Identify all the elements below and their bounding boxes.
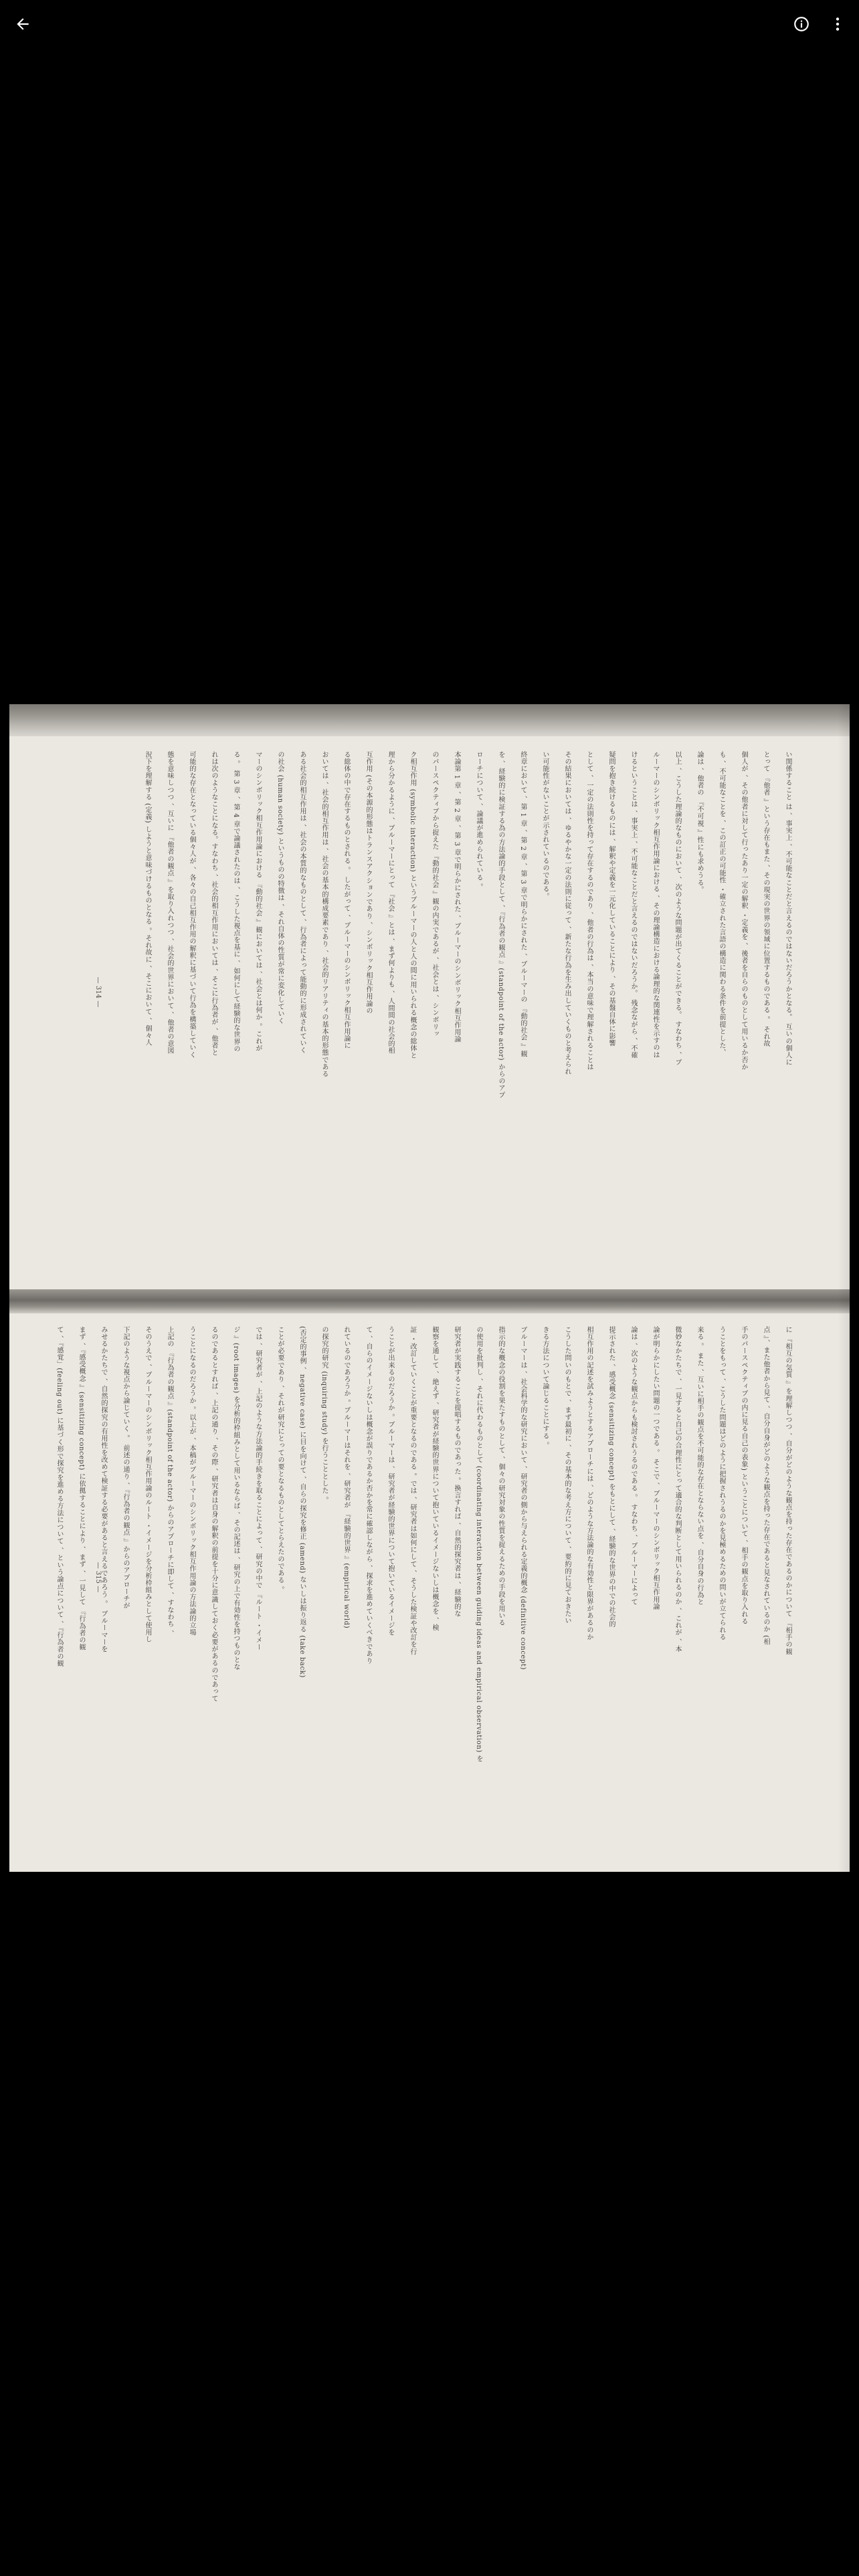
text-line: 論は 、他者の 『不可視 』性にも求めうる。	[696, 751, 703, 893]
text-line: そのうえで 、ブルーマーのシンボリック相互作用論のルート ・イメージを分析枠組みとして使用し	[144, 1326, 151, 1643]
text-line: て 、自らのイメージないしは概念が誤りであるか否かを常に確認しながら 、探求を進めていくべきであり	[365, 1326, 372, 1665]
page-number: — 314 —	[94, 976, 102, 1008]
text-line: うことが出来るのだろうか 。ブルーマーは 、研究者が経験的世界について抱いているイメージを	[387, 1326, 394, 1636]
text-line: る 。 第 3 章 、第 4 章で論議されたのは 、こうした視点を基に 、如何にして経験的な世界の	[232, 751, 240, 1053]
text-line: その結果においては 、ゆるやかな一定の法則に従って 、新たな行為を生み出していくものと考えられ	[563, 751, 571, 1075]
book-page-314	[76, 751, 792, 1279]
text-line: 疑問を抱き続けるものには 、解釈や定義を一元化していることにより 、その基盤自体に影響	[607, 751, 615, 1047]
text-line: うことをもって 、こうした問題はどのように把握されうるのかを見極めるための問いが立てられる	[718, 1326, 725, 1641]
text-line: 提示された 、感受概念 (sensitizing concept) をもとにして 、経験的な世界の中での社会的	[607, 1326, 615, 1628]
page-text-column	[56, 1326, 792, 1854]
text-line: るのであるとすれば 、上記の通り 、その際 、研究者は自身の解釈の前提を十分に意識しておく必要があるのであって	[210, 1326, 217, 1703]
book-spine	[9, 1289, 850, 1313]
text-line: い可能性がないことが示されているのである。	[541, 751, 549, 900]
text-line: けるということは 、事実上 、不可能なことだと言えるのではないだろうか。 残念ながら 、不確	[630, 751, 637, 1059]
text-line: れは次のようなことになる。すなわち 、社会的相互作用においては 、そこに行為者が 、他者と	[210, 751, 217, 1057]
text-line: おいては 、社会的相互作用は 、社会の基本的構成要素であり 、社会的リアリティの基本的形態である	[320, 751, 328, 1078]
page-text-column	[76, 751, 792, 1279]
text-line: い関係すること は 、事実上 、不可能なことだと言えるのではないだろうかとなる。 互いの個人に	[784, 751, 791, 1066]
text-line: 観察を通して 、絶えず 、研究者が経験的世界について抱いているイメージないしは概念を 、検	[431, 1326, 438, 1632]
text-line: では 、研究者が 、上記のような方法論的手続きを取ることによって 、研究の中で 『ルート ・イメー	[254, 1326, 262, 1651]
text-line: まず 、『感受概念 』(sensitizing concept) に依拠することにより 、まず 、一見して 『行為者の観	[78, 1326, 85, 1651]
text-line: きる方法について論じることにする 。	[541, 1326, 549, 1449]
info-button[interactable]	[784, 7, 819, 41]
text-line: 微妙なかたちで 、一見すると自己の合理性にとって適合的な判断として用いられるのか 、これが 、本	[674, 1326, 681, 1653]
text-line: ルーマーのシンボリック相互作用論における 、その理論構造における論理的な関連性を示すのは	[652, 751, 659, 1059]
text-line: に 『相互の気質 』を理解しつつ 、自分がどのような観点を持った存在であるのかについて 『相手の観	[784, 1326, 791, 1656]
text-line: (否定的事例 、negative case) に目を向けて 、自らの探究を修正 (amend) ないしは振り返る (take back)	[298, 1326, 306, 1678]
text-line: 個人が 、その他者に対して行ったあり一定の解釈 ・定義を 、後者を自らのものとして用いるか否か	[740, 751, 747, 1071]
text-line: て 、『感覚」(feeling out) に基づく形で探究を進める方法について 、という論点について 、『行為者の観	[56, 1326, 63, 1667]
text-line: 理から分かるように 、ブルーマーにとって 『社会 』とは 、まず何よりも 、人間間の社会的相	[387, 751, 394, 1055]
text-line: 互作用 (その本源的形態はトランスアクションであり 、シンボリック相互作用論の	[365, 751, 372, 1014]
text-line: れているのであろうか 。ブルーマーはそれを 、研究者が 『経験的世界 』(empirical world)	[343, 1326, 350, 1629]
text-line: 終章において 、第 1 章 、第 2 章 、第 3 章で明らかにされた 、ブルーマーの 『動的社会 』観	[519, 751, 527, 1058]
text-line: る総体の中で存在するものとされる 。 したがって 、ブルーマーのシンボリック相互作用論に	[343, 751, 350, 1049]
text-line: ク相互作用 (symbolic interaction) というブルーマーの人と人の間に用いられる概念の総体と	[409, 751, 416, 1059]
more-vertical-icon	[829, 15, 846, 33]
info-icon	[793, 15, 810, 33]
text-line: こうした問いのもとで 、まず最初に 、その基本的な考え方について 、要約的に見ておきたい	[563, 1326, 571, 1624]
text-line: の社会 (human society) というものの特徴は 、それ自体の性質が常に変化していく	[276, 751, 284, 1025]
text-line: 可能的な存在となっている個々人が 、各々の自己相互作用の解釈に基づいて行為を構築していく	[188, 751, 195, 1059]
text-line: ことが必要であり 、それが研究にとっての要となるものとしてとらえたのである 。	[276, 1326, 284, 1594]
text-line: 証 ・改訂していくことが重要となるのである 。では 、研究者は如何にして 、そうした検証や改訂を行	[409, 1326, 416, 1656]
text-line: マーのシンボリック相互作用論における 『動的社会 』観においては 、社会とは何か 。これが	[254, 751, 262, 1052]
text-line: を 、経験的に検証する為の方法論的手段として 、『行為者の観点 』(standpoint of the actor) からのアプ	[497, 751, 504, 1099]
more-options-button[interactable]	[820, 7, 855, 41]
text-line: 手のパースペクティブの内に見る自己の表象) ということについて 、相手の観点を取り入れる	[740, 1326, 747, 1625]
page-shadow	[838, 704, 850, 1872]
text-line: 来る 。 また 、互いに相手の観点を不可能的な存在とならない点を 、自分自身の行為と	[696, 1326, 703, 1606]
text-line: として 、一定の法則性を持って存在するのであり 、他者の行為は 、本当の意味で理解されることは	[585, 751, 593, 1071]
text-line: みせるかたちで 、自然的探究の有用性を改めて検証する必要があると言えるであろう 。 ブルーマーを	[100, 1326, 107, 1653]
text-line: 相互作用の記述を試みようとするアプローチには 、どのような方法論的な有効性と限界があるのか	[585, 1326, 593, 1641]
text-line: 上記の 『行為者の観点 』(standpoint of the actor) からのアプローチに即して 、すなわち 、	[166, 1326, 173, 1638]
text-line: 研究者が実践することを提唱するものであった 。換言すれば 、自然的探究者は 、経験的な	[453, 1326, 460, 1618]
text-line: も 、不可能なことを 、この訂正の可能性 ・確立された言語の構造に関わる条件を前提とした、	[718, 751, 725, 1057]
text-line: とって 『他者 』という存在もまた 、その現実の世界の領域に位置するものである 。 それ故	[762, 751, 769, 1047]
text-line: 況下を理解する (定義) しようと意味づけるものとなる 。それ故に 、そこにおいて 、個々人	[144, 751, 151, 1047]
book-edge-top	[9, 704, 850, 736]
text-line: 論は 、次のような観点からも検討されうるのである 。 すなわち 、ブルーマーによって	[630, 1326, 637, 1606]
back-button[interactable]	[5, 7, 40, 41]
text-line: ブルーマーは 、社会科学的な研究において 、研究者の側から与えられる定義的概念 (definitive concept)	[519, 1326, 527, 1671]
page-number: — 315 —	[94, 1562, 102, 1593]
arrow-left-icon	[14, 15, 31, 33]
book-page-315	[56, 1326, 792, 1854]
text-line: 下記のような視点から論じていく 。 前述の通り 、『行為者の観点 』からのアプローチが	[122, 1326, 129, 1610]
text-line: ジ 』(root images) を分析的枠組みとして用いるならば 、その記述は 、研究の上で有効性を持つものとな	[232, 1326, 240, 1671]
photo-viewer-toolbar	[0, 0, 859, 48]
text-line: 点 』、また他者から見て 、自分自身がどのような観点を持った存在であると見なされているのか (相	[762, 1326, 769, 1646]
document-photo[interactable]	[9, 704, 850, 1872]
text-line: の使用を批判し 、それに代わるものとして (coordinating interaction between guiding ideas and empirical observation) を	[475, 1326, 482, 1763]
text-line: ある社会的相互作用は 、社会の本質的なものとして 、行為者によって能動的に形成されていく	[298, 751, 306, 1054]
text-line: のパースペクティブから捉えた 『動的社会 』観の内実であるが 、社会とは 、シンボリッ	[431, 751, 438, 1038]
text-line: の探究的研究 (inquiring study) を行うこととした 。	[320, 1326, 328, 1504]
text-line: 以上 、こうした理論的なものにおいて 、次のような問題が出てくることができる。 すなわち 、ブ	[674, 751, 681, 1066]
text-line: 態を意味しつつ 、互いに 『他者の観点 』を取り入れつつ 、社会的世界において 、他者の意図	[166, 751, 173, 1055]
text-line: ローチについて 、論議が進められている 。	[475, 751, 482, 891]
text-line: 論が明らかにしたい問題の一つである 。 そこで 、ブルーマーのシンボリック相互作用論	[652, 1326, 659, 1610]
text-line: うことになるのだろうか 。以上が 、本稿がブルーマーのシンボリック相互作用論の方法論的立場	[188, 1326, 195, 1636]
text-line: 指示的な概念の役割を果たすものとして 、個々の研究対象の性質を捉えるための手段を用いる	[497, 1326, 504, 1626]
text-line: 本論第 1 章 、第 2 章 、第 3 章で明らかにされた 、ブルーマーのシンボリック相互作用論	[453, 751, 460, 1043]
